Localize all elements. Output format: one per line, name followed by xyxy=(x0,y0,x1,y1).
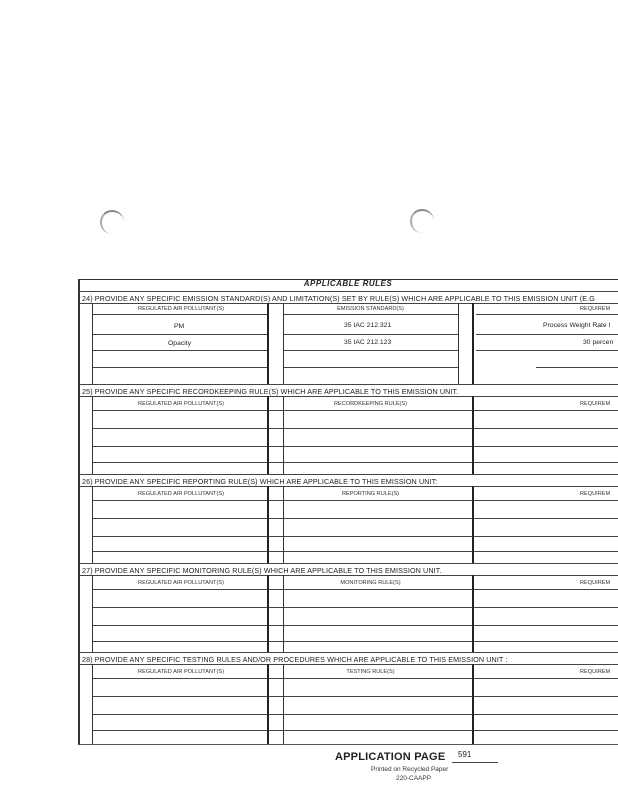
cell-requirement-2: 30 percen xyxy=(583,339,614,346)
rule xyxy=(92,303,93,384)
rule xyxy=(92,575,93,652)
rule xyxy=(283,350,458,351)
rule xyxy=(92,589,618,590)
rule xyxy=(472,664,474,744)
rule xyxy=(80,384,618,385)
rule xyxy=(283,486,284,563)
col-standard: EMISSION STANDARD(S) xyxy=(337,306,404,312)
rule xyxy=(92,500,618,501)
rule xyxy=(92,696,618,697)
rule xyxy=(92,664,93,744)
col-requirement: REQUIREM xyxy=(580,491,611,497)
question-28: 28) PROVIDE ANY SPECIFIC TESTING RULES AND/OR PROCEDURES WHICH ARE APPLICABLE TO THIS EMISSION UNIT : xyxy=(82,655,508,664)
cell-requirement-1: Process Weight Rate I xyxy=(543,322,611,329)
rule xyxy=(92,350,268,351)
punch-hole-right xyxy=(410,209,434,233)
question-26: 26) PROVIDE ANY SPECIFIC REPORTING RULE(S) WHICH ARE APPLICABLE TO THIS EMISSION UNIT: xyxy=(82,477,438,486)
col-pollutant: REGULATED AIR POLLUTANT(S) xyxy=(138,401,224,407)
rule xyxy=(267,303,269,384)
col-pollutant: REGULATED AIR POLLUTANT(S) xyxy=(138,306,224,312)
rule xyxy=(92,551,618,552)
col-pollutant: REGULATED AIR POLLUTANT(S) xyxy=(138,580,224,586)
rule xyxy=(92,334,268,335)
rule xyxy=(267,396,269,474)
rule xyxy=(80,652,618,653)
cell-pollutant-1: PM xyxy=(174,323,185,330)
rule xyxy=(267,486,269,563)
application-page-label: APPLICATION PAGE xyxy=(335,751,446,763)
rule xyxy=(283,664,284,744)
rule xyxy=(283,367,458,368)
page-title: APPLICABLE RULES xyxy=(303,279,393,288)
rule xyxy=(283,396,284,474)
rule xyxy=(476,314,618,315)
col-pollutant: REGULATED AIR POLLUTANT(S) xyxy=(138,491,224,497)
col-recordkeeping: RECORDKEEPING RULE(S) xyxy=(333,401,408,407)
rule xyxy=(92,314,268,315)
form-code: 220-CAAPP xyxy=(396,775,432,782)
col-requirement: REQUIREM xyxy=(580,401,611,407)
rule xyxy=(92,462,618,463)
rule xyxy=(536,367,618,368)
punch-hole-left xyxy=(100,210,124,234)
rule xyxy=(80,664,618,665)
page-number-underline xyxy=(452,762,498,763)
rule xyxy=(92,730,618,731)
rule xyxy=(472,575,474,652)
rule xyxy=(92,607,618,608)
rule xyxy=(92,536,618,537)
question-27: 27) PROVIDE ANY SPECIFIC MONITORING RULE(S) WHICH ARE APPLICABLE TO THIS EMISSION UNIT. xyxy=(82,566,442,575)
form-frame xyxy=(78,279,618,745)
rule xyxy=(80,575,618,576)
rule xyxy=(92,518,618,519)
rule xyxy=(92,678,618,679)
cell-standard-1: 35 IAC 212.321 xyxy=(344,322,392,329)
question-24: 24) PROVIDE ANY SPECIFIC EMISSION STANDARD(S) AND LIMITATION(S) SET BY RULE(S) WHICH ARE APPLICABLE TO THIS EMISSION UNIT (E.G xyxy=(82,294,595,303)
rule xyxy=(92,428,618,429)
cell-standard-2: 35 IAC 212.123 xyxy=(344,339,392,346)
rule xyxy=(472,396,474,474)
rule xyxy=(80,396,618,397)
rule xyxy=(92,625,618,626)
rule xyxy=(92,714,618,715)
rule xyxy=(80,474,618,475)
col-testing: TESTING RULE(S) xyxy=(346,669,395,675)
rule xyxy=(476,334,618,335)
col-reporting: REPORTING RULE(S) xyxy=(341,491,400,497)
rule xyxy=(92,367,268,368)
rule xyxy=(92,486,93,563)
rule xyxy=(267,575,269,652)
rule xyxy=(80,563,618,564)
rule xyxy=(283,303,284,384)
recycled-paper-note: Printed on Recycled Paper xyxy=(371,766,449,773)
rule xyxy=(283,575,284,652)
col-requirement: REQUIREM xyxy=(580,306,611,312)
rule xyxy=(92,446,618,447)
rule xyxy=(267,664,269,744)
cell-pollutant-2: Opacity xyxy=(168,340,192,347)
rule xyxy=(80,303,618,304)
page-number: 591 xyxy=(458,750,472,759)
col-requirement: REQUIREM xyxy=(580,669,611,675)
question-25: 25) PROVIDE ANY SPECIFIC RECORDKEEPING RULE(S) WHICH ARE APPLICABLE TO THIS EMISSION UNIT. xyxy=(82,387,459,396)
rule xyxy=(458,303,459,384)
col-requirement: REQUIREM xyxy=(580,580,611,586)
col-pollutant: REGULATED AIR POLLUTANT(S) xyxy=(138,669,224,675)
rule xyxy=(283,314,458,315)
col-monitoring: MONITORING RULE(S) xyxy=(340,580,401,586)
rule xyxy=(476,350,618,351)
rule xyxy=(80,486,618,487)
rule xyxy=(92,410,618,411)
rule xyxy=(472,486,474,563)
rule xyxy=(283,334,458,335)
rule xyxy=(92,641,618,642)
rule xyxy=(92,396,93,474)
rule xyxy=(472,303,474,384)
